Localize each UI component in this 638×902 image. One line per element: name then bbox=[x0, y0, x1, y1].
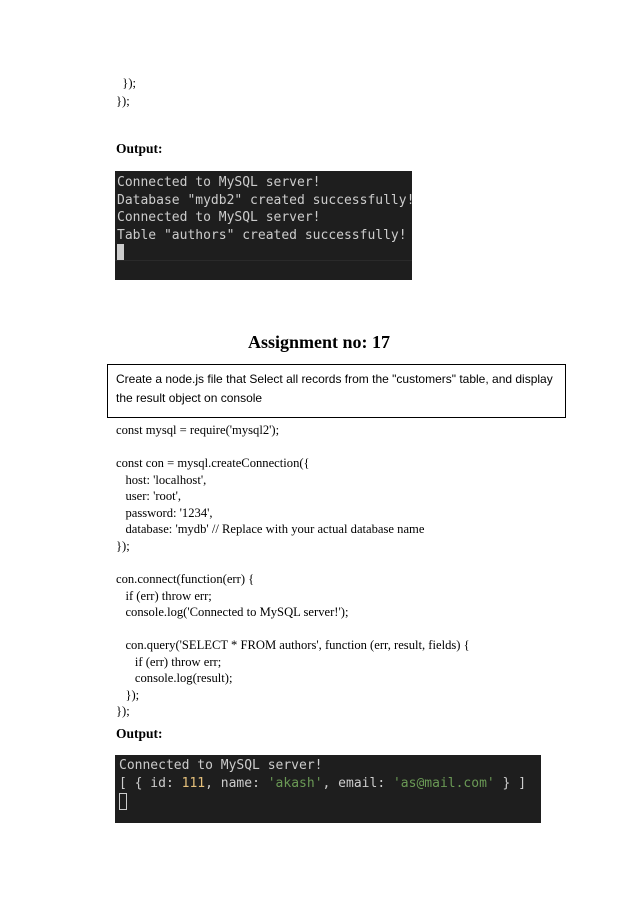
result-name-value: 'akash' bbox=[267, 776, 323, 791]
page-title: Assignment no: 17 bbox=[247, 332, 390, 352]
result-prefix: [ { id: bbox=[119, 776, 182, 791]
terminal-cursor bbox=[119, 793, 127, 810]
code-line: }); bbox=[116, 687, 140, 702]
terminal-line: Connected to MySQL server! bbox=[119, 758, 323, 773]
code-line: if (err) throw err; bbox=[116, 654, 222, 669]
terminal-divider bbox=[115, 260, 412, 261]
terminal-cursor bbox=[117, 244, 124, 260]
result-suffix: } ] bbox=[494, 776, 527, 791]
result-email-value: 'as@mail.com' bbox=[392, 776, 495, 791]
output-heading-1: Output: bbox=[116, 141, 163, 156]
task-text-line: the result object on console bbox=[116, 391, 263, 405]
terminal-line: Connected to MySQL server! bbox=[117, 175, 321, 190]
code-line: database: 'mydb' // Replace with your actual database name bbox=[116, 522, 425, 537]
terminal-output-1 bbox=[115, 171, 415, 280]
code-line: }); bbox=[116, 538, 130, 553]
code-line: }); bbox=[116, 94, 130, 108]
code-line: con.connect(function(err) { bbox=[116, 571, 255, 586]
code-line: if (err) throw err; bbox=[116, 588, 212, 603]
code-line: con.query('SELECT * FROM authors', function (err, result, fields) { bbox=[116, 638, 470, 653]
code-line: const con = mysql.createConnection({ bbox=[116, 456, 310, 471]
terminal-line: Database "mydb2" created successfully! bbox=[117, 192, 415, 208]
task-text-line: Create a node.js file that Select all records from the "customers" table, and display bbox=[116, 372, 553, 386]
code-line: user: 'root', bbox=[116, 489, 182, 504]
terminal-output-2 bbox=[115, 755, 541, 823]
code-line: console.log(result); bbox=[116, 671, 233, 686]
result-name-key: , name: bbox=[205, 776, 268, 791]
terminal-cursor-line bbox=[119, 793, 541, 813]
code-line: }); bbox=[116, 704, 130, 719]
code-line: host: 'localhost', bbox=[116, 472, 207, 487]
code-line: console.log('Connected to MySQL server!'); bbox=[116, 605, 349, 620]
output-heading-2: Output: bbox=[116, 726, 163, 741]
terminal-line: Connected to MySQL server! bbox=[117, 210, 321, 226]
code-line: }); bbox=[116, 76, 137, 90]
task-description-box bbox=[107, 364, 566, 418]
result-id-value: 111 bbox=[181, 776, 206, 791]
code-line: const mysql = require('mysql2'); bbox=[116, 423, 280, 437]
code-line: password: '1234', bbox=[116, 505, 213, 520]
terminal-result-line bbox=[119, 775, 541, 793]
result-email-key: , email: bbox=[322, 776, 393, 791]
terminal-line: Table "authors" created successfully! bbox=[117, 227, 407, 243]
